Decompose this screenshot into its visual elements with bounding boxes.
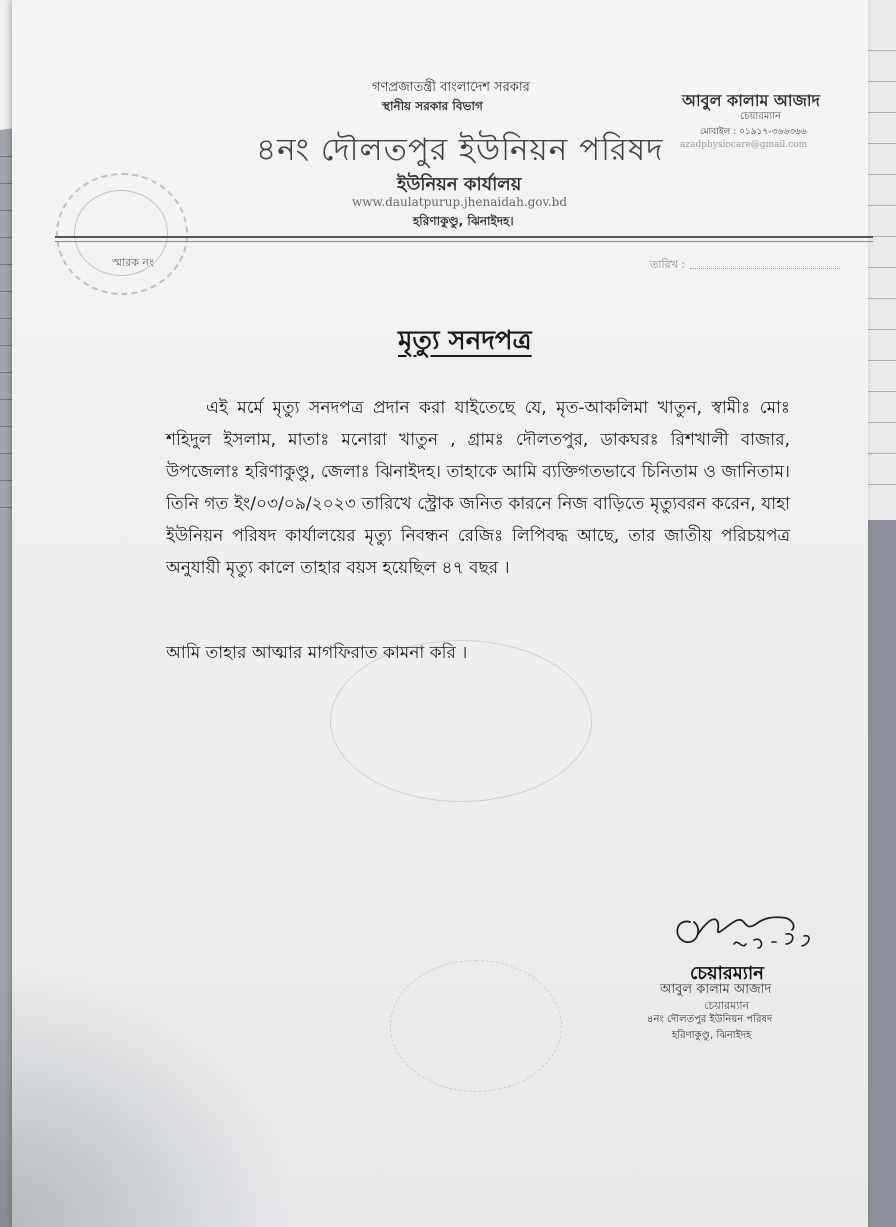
faint-stamp-impression-2	[390, 960, 562, 1092]
council-name: ৪নং দৌলতপুর ইউনিয়ন পরিষদ	[256, 132, 664, 168]
signature-name: আবুল কালাম আজাদ	[660, 982, 772, 997]
signature-title: চেয়ারম্যান	[690, 963, 764, 984]
chairman-title-header: চেয়ারম্যান	[740, 111, 782, 122]
chairman-email: azadphysiocare@gmail.com	[680, 140, 808, 150]
date-field-line	[690, 268, 840, 269]
certificate-body	[166, 392, 790, 584]
header-divider-thin	[55, 241, 873, 242]
signature-organization: ৪নং দৌলতপুর ইউনিয়ন পরিষদ	[647, 1014, 773, 1025]
handwritten-signature	[668, 904, 838, 964]
memo-number-label: স্মারক নং	[112, 256, 154, 269]
closing-line: আমি তাহার আত্মার মাগফিরাত কামনা করি ।	[166, 643, 468, 663]
office-address: হরিণাকুণ্ডু, ঝিনাইদহ।	[413, 214, 514, 228]
website-link: www.daulatpurup.jhenaidah.gov.bd	[352, 195, 568, 209]
signature-role: চেয়ারম্যান	[704, 999, 750, 1012]
certificate-body-text: এই মর্মে মৃত্যু সনদপত্র প্রদান করা যাইতেছে যে, মৃত-আকলিমা খাতুন, স্বামীঃ মোঃ শহিদুল ইসলাম, মাতাঃ মনোরা খাতুন , গ্রামঃ দৌলতপুর, ডাকঘরঃ রিশখালী বাজার, উপজেলাঃ হরিণাকুণ্ডু, জেলাঃ ঝিনাইদহ। তাহাকে আমি ব্যক্তিগতভাবে চিনিতাম ও জানিতাম। তিনি গত ইং/০৩/০৯/২০২৩ তারিখে স্ট্রোক জনিত কারনে নিজ বাড়িতে মৃত্যুবরন করেন, যাহা ইউনিয়ন পরিষদ কার্যালয়ের মৃত্যু নিবন্ধন রেজিঃ লিপিবদ্ধ আছে, তার জাতীয় পরিচয়পত্র অনুযায়ী মৃত্যু কালে তাহার বয়স হয়েছিল ৪৭ বছর ।	[166, 398, 790, 578]
signature-address: হরিণাকুণ্ডু, ঝিনাইদহ	[672, 1030, 752, 1041]
header-divider	[55, 236, 873, 238]
chairman-mobile: মোবাইল : ০১৯১৭-৩৬৬৩৬৬	[700, 127, 807, 137]
date-label: তারিখ :	[650, 258, 686, 271]
document-title: মৃত্যু সনদপত্র	[398, 326, 532, 356]
department-name: স্থানীয় সরকার বিভাগ	[382, 99, 483, 113]
chairman-name-header: আবুল কালাম আজাদ	[682, 91, 820, 110]
government-name: গণপ্রজাতন্ত্রী বাংলাদেশ সরকার	[372, 80, 530, 95]
office-name: ইউনিয়ন কার্যালয়	[397, 174, 522, 195]
